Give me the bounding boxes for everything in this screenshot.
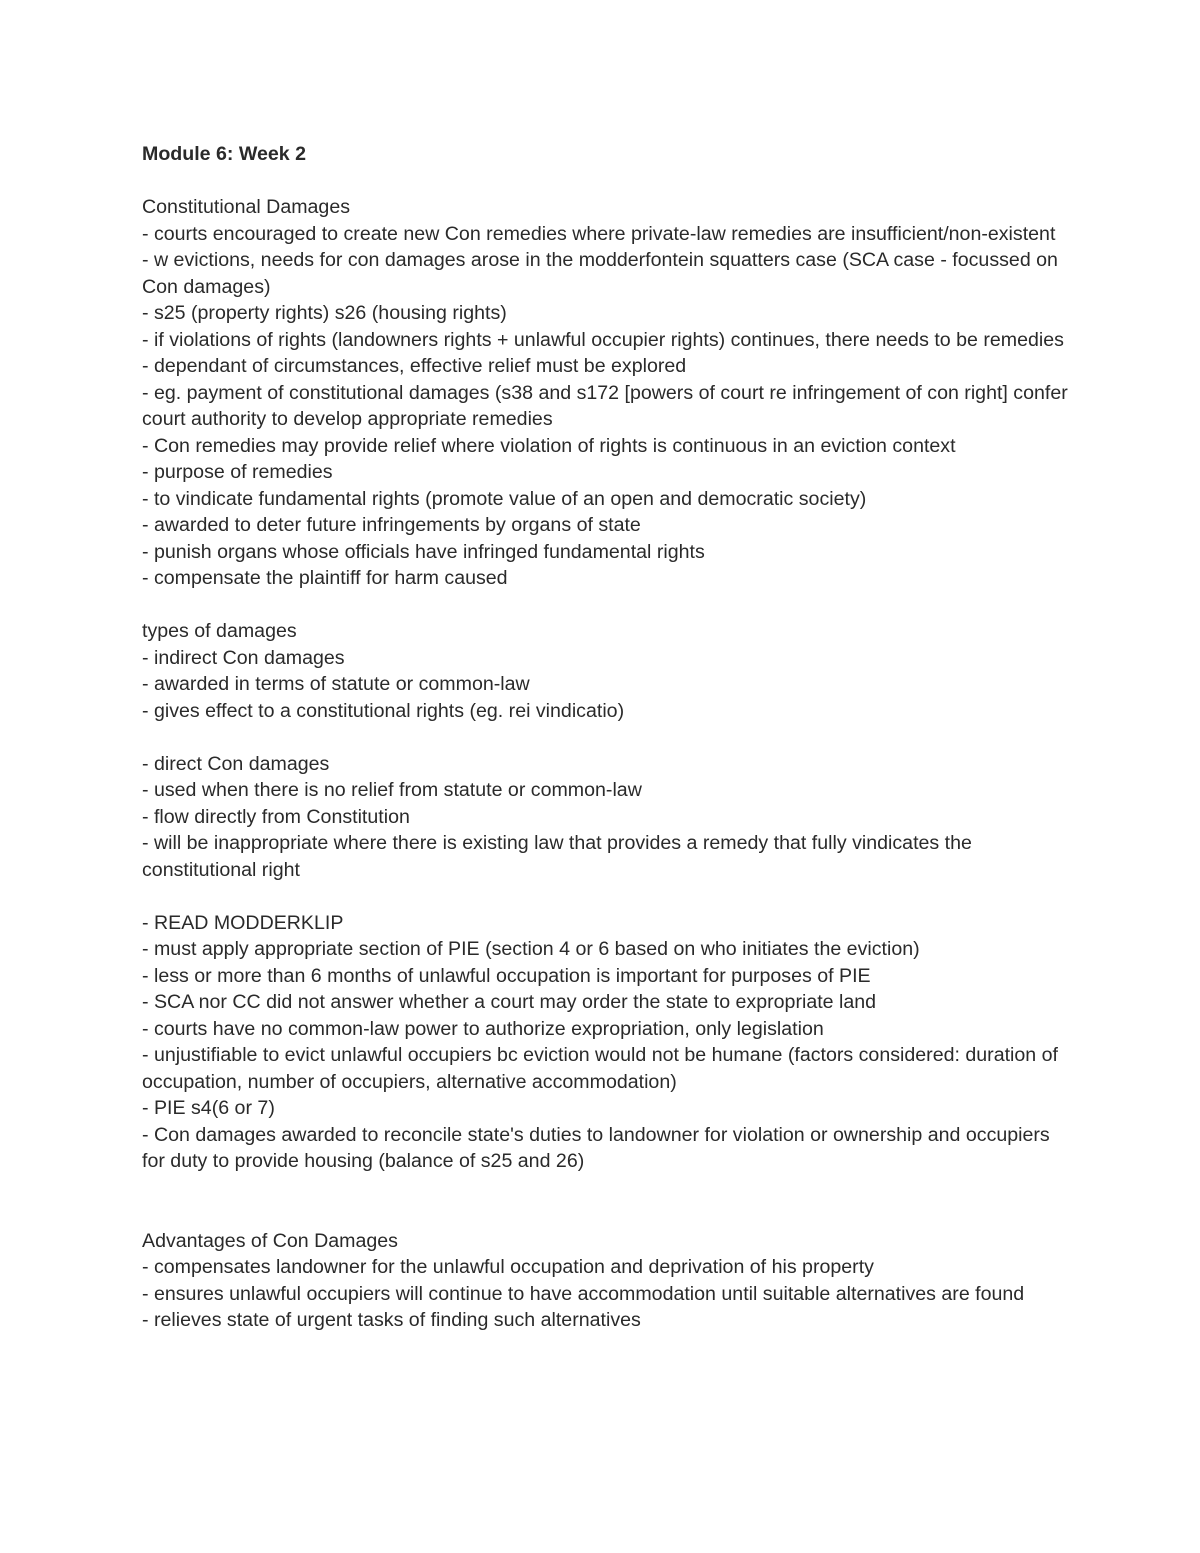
section-constitutional-damages xyxy=(142,194,1072,592)
spacer xyxy=(142,724,1072,751)
note-line: - courts have no common-law power to authorize expropriation, only legislation xyxy=(142,1017,824,1040)
spacer xyxy=(142,1175,1072,1228)
section-types-of-damages xyxy=(142,618,1072,724)
section-heading: Constitutional Damages xyxy=(142,196,351,218)
note-line: - READ MODDERKLIP xyxy=(142,911,344,934)
note-line: - indirect Con damages xyxy=(142,646,345,669)
spacer xyxy=(142,592,1072,619)
note-line: - awarded in terms of statute or common-law xyxy=(142,673,530,695)
note-line: - to vindicate fundamental rights (promote value of an open and democratic society) xyxy=(142,487,867,510)
note-line: - SCA nor CC did not answer whether a court may order the state to expropriate land xyxy=(142,991,877,1013)
note-line: - relieves state of urgent tasks of finding such alternatives xyxy=(142,1309,641,1331)
note-line: - purpose of remedies xyxy=(142,461,333,483)
note-line: - dependant of circumstances, effective relief must be explored xyxy=(142,355,687,377)
note-line: - used when there is no relief from statute or common-law xyxy=(142,779,642,801)
note-line: - s25 (property rights) s26 (housing rights) xyxy=(142,302,507,324)
spacer xyxy=(142,883,1072,910)
note-line: - unjustifiable to evict unlawful occupiers bc eviction would not be humane (factors considered: duration of occupation, number of occupiers, alternative accommodation) xyxy=(142,1044,1058,1093)
note-line: - flow directly from Constitution xyxy=(142,805,410,828)
spacer xyxy=(142,168,1072,195)
note-line: - compensates landowner for the unlawful occupation and deprivation of his property xyxy=(142,1256,874,1278)
section-modderklip xyxy=(142,910,1072,1175)
note-line: - punish organs whose officials have infringed fundamental rights xyxy=(142,540,705,563)
section-advantages xyxy=(142,1228,1072,1334)
section-direct-damages xyxy=(142,751,1072,884)
note-line: - Con remedies may provide relief where violation of rights is continuous in an eviction context xyxy=(142,434,956,457)
note-line: - less or more than 6 months of unlawful occupation is important for purposes of PIE xyxy=(142,964,871,987)
note-line: - compensate the plaintiff for harm caused xyxy=(142,567,508,589)
note-line: - will be inappropriate where there is existing law that provides a remedy that fully vindicates the constitutional right xyxy=(142,832,972,881)
note-line: - eg. payment of constitutional damages (s38 and s172 [powers of court re infringement of con right] confer court authority to develop appropriate remedies xyxy=(142,381,1068,430)
note-line: - w evictions, needs for con damages arose in the modderfontein squatters case (SCA case - focussed on Con damages) xyxy=(142,249,1058,298)
note-line: - courts encouraged to create new Con remedies where private-law remedies are insufficient/non-existent xyxy=(142,222,1056,245)
note-line: - gives effect to a constitutional rights (eg. rei vindicatio) xyxy=(142,699,625,722)
note-line: - Con damages awarded to reconcile state's duties to landowner for violation or ownership and occupiers for duty to provide housing (balance of s25 and 26) xyxy=(142,1123,1050,1172)
section-heading: types of damages xyxy=(142,620,297,642)
section-heading: Advantages of Con Damages xyxy=(142,1229,398,1252)
note-line: - must apply appropriate section of PIE (section 4 or 6 based on who initiates the eviction) xyxy=(142,938,920,960)
note-line: - awarded to deter future infringements by organs of state xyxy=(142,514,641,536)
note-line: - ensures unlawful occupiers will continue to have accommodation until suitable alternatives are found xyxy=(142,1282,1025,1305)
document-title: Module 6: Week 2 xyxy=(142,143,307,165)
note-line: - PIE s4(6 or 7) xyxy=(142,1097,275,1119)
document-page xyxy=(142,141,1072,1334)
note-line: - if violations of rights (landowners rights + unlawful occupier rights) continues, there needs to be remedies xyxy=(142,328,1064,351)
note-line: - direct Con damages xyxy=(142,752,330,775)
